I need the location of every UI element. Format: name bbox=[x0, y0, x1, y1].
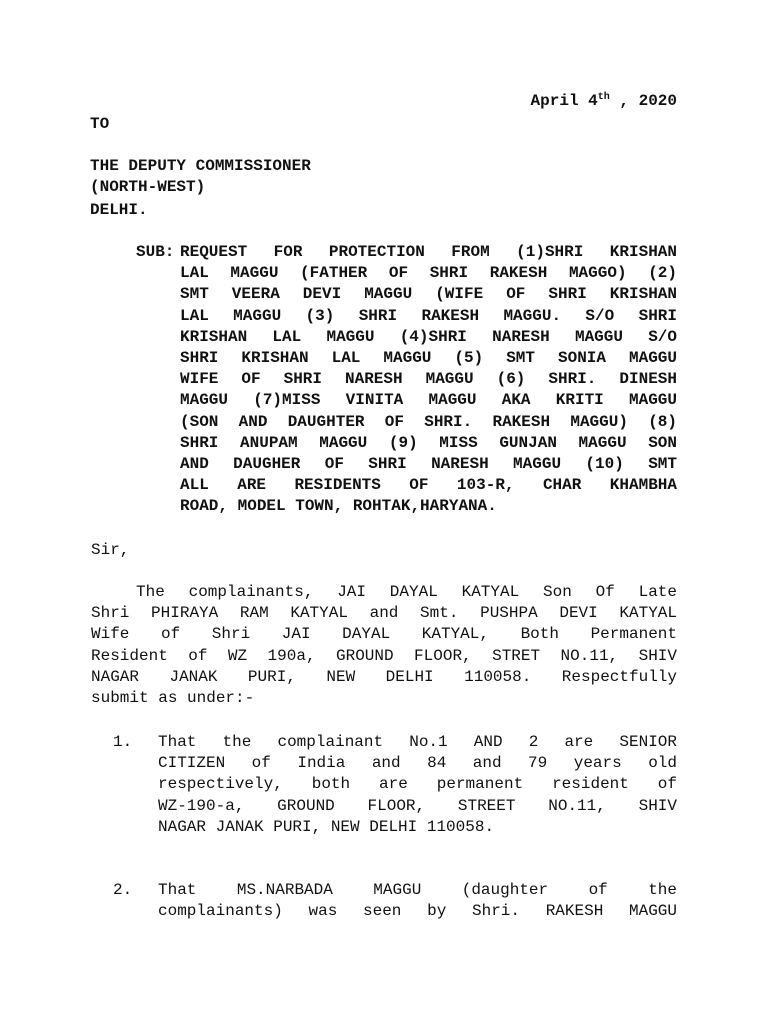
subject-line: LAL MAGGU (FATHER OF SHRI RAKESH MAGGO) (2) bbox=[180, 264, 677, 283]
item-line: NAGAR JANAK PURI, NEW DELHI 110058. bbox=[158, 817, 495, 836]
subject-line: ROAD, MODEL TOWN, ROHTAK,HARYANA. bbox=[180, 497, 497, 516]
item-line: WZ-190-a, GROUND FLOOR, STREET NO.11, SHIV bbox=[158, 796, 677, 815]
subject-line: SHRI KRISHAN LAL MAGGU (5) SMT SONIA MAGGU bbox=[180, 348, 677, 367]
item-text bbox=[158, 732, 677, 838]
item-line: complainants) was seen by Shri. RAKESH MAGGU bbox=[158, 902, 677, 921]
subject-line: WIFE OF SHRI NARESH MAGGU (6) SHRI. DINESH bbox=[180, 370, 677, 389]
intro-line: NAGAR JANAK PURI, NEW DELHI 110058. Respectfully bbox=[91, 667, 677, 686]
item-line: That MS.NARBADA MAGGU (daughter of the bbox=[158, 881, 677, 899]
subject-line: ALL ARE RESIDENTS OF 103-R, CHAR KHAMBHA bbox=[180, 476, 677, 495]
item-line: That the complainant No.1 AND 2 are SENIOR bbox=[158, 733, 677, 751]
recipient-region: (NORTH-WEST) bbox=[90, 178, 206, 196]
subject-line: (SON AND DAUGHTER OF SHRI. RAKESH MAGGU) (8) bbox=[180, 412, 677, 431]
intro-line: Wife of Shri JAI DAYAL KATYAL, Both Permanent bbox=[91, 625, 677, 644]
intro-line: Resident of WZ 190a, GROUND FLOOR, STRET NO.11, SHIV bbox=[91, 646, 677, 665]
subject-line: REQUEST FOR PROTECTION FROM (1)SHRI KRISHAN bbox=[180, 243, 677, 261]
date-year: , 2020 bbox=[609, 92, 677, 110]
recipient-title: THE DEPUTY COMMISSIONER bbox=[90, 157, 311, 175]
item-line: CITIZEN of India and 84 and 79 years old bbox=[158, 754, 677, 773]
intro-line: The complainants, JAI DAYAL KATYAL Son Of Late bbox=[136, 583, 677, 601]
item-text bbox=[158, 880, 677, 922]
letter-date bbox=[531, 92, 677, 110]
date-ordinal-suffix: th bbox=[597, 92, 610, 103]
intro-line: Shri PHIRAYA RAM KATYAL and Smt. PUSHPA DEVI KATYAL bbox=[91, 604, 677, 623]
subject-line: LAL MAGGU (3) SHRI RAKESH MAGGU. S/O SHRI bbox=[180, 306, 677, 325]
salutation: Sir, bbox=[91, 541, 130, 559]
subject-line: SMT VEERA DEVI MAGGU (WIFE OF SHRI KRISHAN bbox=[180, 285, 677, 304]
subject-line: AND DAUGHER OF SHRI NARESH MAGGU (10) SMT bbox=[180, 454, 677, 473]
subject-line: SHRI ANUPAM MAGGU (9) MISS GUNJAN MAGGU SON bbox=[180, 433, 677, 452]
item-number: 2. bbox=[113, 881, 133, 899]
date-text: April 4 bbox=[530, 92, 598, 110]
intro-paragraph bbox=[91, 582, 677, 709]
subject-label: SUB: bbox=[136, 243, 175, 261]
recipient-city: DELHI. bbox=[90, 201, 148, 219]
subject-line: MAGGU (7)MISS VINITA MAGGU AKA KRITI MAGGU bbox=[180, 391, 677, 410]
recipient-to: TO bbox=[90, 115, 110, 133]
subject-text bbox=[180, 242, 677, 517]
intro-line: submit as under:- bbox=[91, 688, 255, 707]
item-number: 1. bbox=[113, 733, 133, 751]
subject-line: KRISHAN LAL MAGGU (4)SHRI NARESH MAGGU S/O bbox=[180, 327, 677, 346]
item-line: respectively, both are permanent resident of bbox=[158, 775, 677, 794]
